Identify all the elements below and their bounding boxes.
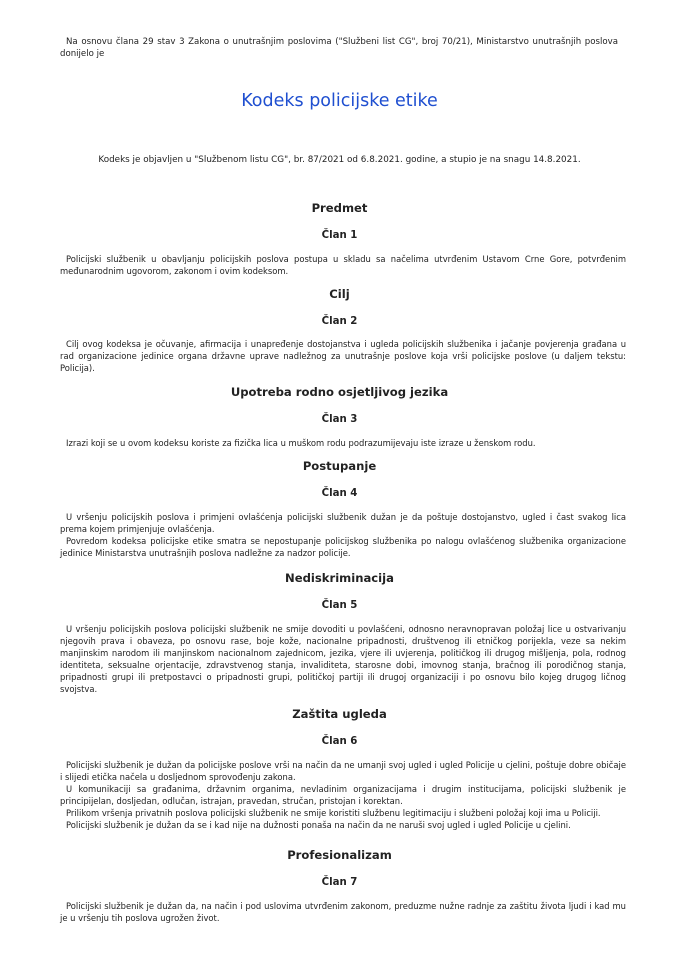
article-number-7: Član 7 bbox=[321, 877, 358, 888]
article-number-1: Član 1 bbox=[321, 230, 358, 241]
section-heading-postupanje: Postupanje bbox=[302, 459, 377, 473]
document-title: Kodeks policijske etike bbox=[241, 91, 438, 111]
article-4-text bbox=[60, 511, 626, 559]
paragraph: Policijski službenik u obavljanju policijskih poslova postupa u skladu sa načelima utvrđenim Ustavom Crne Gore, potvrđenim međunarodnim ugovorom, zakonom i ovim kodeksom. bbox=[60, 254, 626, 276]
section-heading-predmet: Predmet bbox=[311, 201, 368, 215]
section-heading-nediskriminacija: Nediskriminacija bbox=[285, 571, 394, 585]
article-number-6: Član 6 bbox=[321, 736, 358, 747]
article-7-text bbox=[60, 900, 626, 924]
paragraph: Izrazi koji se u ovom kodeksu koriste za fizička lica u muškom rodu podrazumijevaju iste izraze u ženskom rodu. bbox=[66, 438, 536, 448]
paragraph: Povredom kodeksa policijske etike smatra se nepostupanje policijskog službenika po nalogu ovlašćenog službenika organizacione jedinice Ministarstva unutrašnjih poslova nadležne za nadzor policije. bbox=[60, 536, 626, 558]
paragraph: Policijski službenik je dužan da policijske poslove vrši na način da ne umanji svoj ugled i ugled Policije u cjelini, poštuje dobre običaje i slijedi etička načela u dosljednom sprovođenju zakona. bbox=[60, 760, 626, 782]
paragraph: U komunikaciji sa građanima, državnim organima, nevladinim organizacijama i drugim institucijama, policijski službenik je principijelan, dosljedan, odlučan, istrajan, pravedan, stručan, pristojan i korektan. bbox=[60, 784, 626, 806]
section-heading-rodno-osjetljiv-jezik: Upotreba rodno osjetljivog jezika bbox=[230, 385, 449, 399]
section-heading-profesionalizam: Profesionalizam bbox=[287, 848, 392, 862]
paragraph: Prilikom vršenja privatnih poslova policijski službenik ne smije koristiti službenu legitimaciju i službeni položaj koji ima u Policiji. bbox=[66, 808, 601, 818]
paragraph: U vršenju policijskih poslova i primjeni ovlašćenja policijski službenik dužan je da poštuje dostojanstvo, ugled i čast svakog lica prema kojem primjenjuje ovlašćenja. bbox=[60, 512, 626, 534]
article-6-text bbox=[60, 759, 626, 831]
article-5-text bbox=[60, 623, 626, 695]
publication-note: Kodeks je objavljen u "Službenom listu CG", br. 87/2021 od 6.8.2021. godine, a stupio je na snagu 14.8.2021. bbox=[98, 155, 581, 165]
paragraph: Policijski službenik je dužan da se i kad nije na dužnosti ponaša na način da ne naruši svoj ugled i ugled Policije u cjelini. bbox=[66, 820, 571, 830]
paragraph: Cilj ovog kodeksa je očuvanje, afirmacija i unapređenje dostojanstva i ugleda policijskih službenika i jačanje povjerenja građana u rad organizacione jedinice organa državne uprave nadležnog za unutrašnje poslove koja vrši policijske poslove (u daljem tekstu: Policija). bbox=[60, 339, 626, 373]
article-number-3: Član 3 bbox=[321, 414, 358, 425]
article-2-text bbox=[60, 338, 626, 374]
article-1-text bbox=[60, 253, 626, 277]
paragraph: U vršenju policijskih poslova policijski službenik ne smije dovoditi u povlašćeni, odnosno neravnopravan položaj lice u ostvarivanju njegovih prava i obaveza, po osnovu rase, boje kože, nacionalne pripadnosti, društvenog ili etničkog porijekla, veze sa nekim manjinskim narodom ili manjinskom nacionalnom zajednicom, jezika, vjere ili uvjerenja, političkog ili drugog mišljenja, pola, rodnog identiteta, seksualne orjentacije, zdravstvenog stanja, invaliditeta, starosne dobi, imovnog stanja, bračnog ili porodičnog stanja, pripadnosti grupi ili pretpostavci o pripadnosti grupi, političkoj partiji ili drugoj organizaciji i po osnovu bilo kojeg drugog ličnog svojstva. bbox=[60, 624, 626, 694]
section-heading-cilj: Cilj bbox=[329, 287, 350, 301]
article-number-4: Član 4 bbox=[321, 488, 358, 499]
article-number-5: Član 5 bbox=[321, 600, 358, 611]
section-heading-zastita-ugleda: Zaštita ugleda bbox=[292, 707, 387, 721]
preamble-text: Na osnovu člana 29 stav 3 Zakona o unutrašnjim poslovima ("Službeni list CG", broj 70/21), Ministarstvo unutrašnjih poslova donijelo je bbox=[60, 37, 618, 59]
paragraph: Policijski službenik je dužan da, na način i pod uslovima utvrđenim zakonom, preduzme nužne radnje za zaštitu života ljudi i kad mu je u vršenju tih poslova ugrožen život. bbox=[60, 901, 626, 923]
article-number-2: Član 2 bbox=[321, 316, 358, 327]
article-3-text bbox=[60, 437, 626, 449]
